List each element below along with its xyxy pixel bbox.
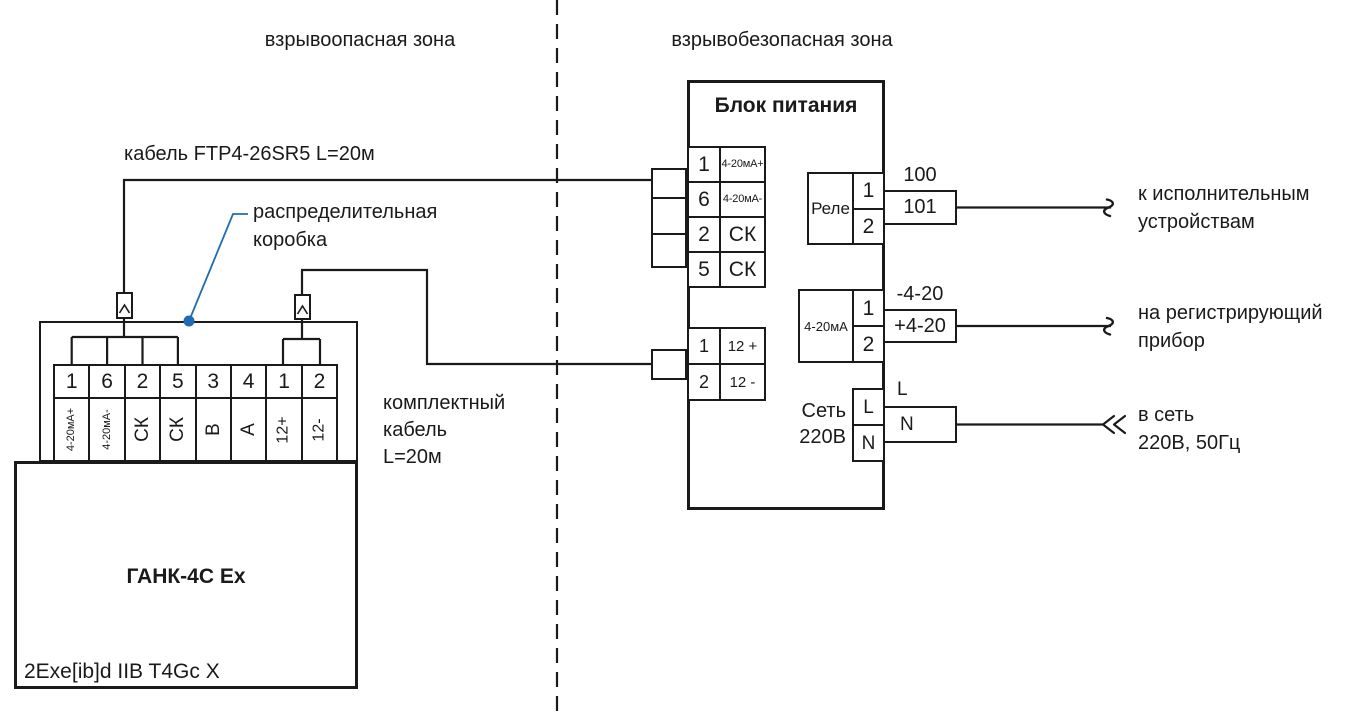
junction-point-dot	[184, 316, 195, 327]
junction-terminal-strip	[53, 364, 338, 462]
terminal-label: 4-20мА+	[55, 399, 88, 460]
terminal-label: 4-20мА-	[90, 399, 123, 460]
current-wire-tag-minus: -4-20	[896, 283, 944, 305]
annotation-actuators-line1: к исполнительным	[1138, 183, 1310, 205]
terminal-label: 12 +	[721, 329, 764, 363]
terminal-number: 6	[90, 366, 123, 397]
mains-terminal-L: L	[854, 390, 883, 424]
kit-cable-wire	[302, 270, 651, 364]
annotation-actuators	[1138, 180, 1310, 236]
power-supply-title: Блок питания	[714, 94, 858, 117]
current-output-label: 4-20мА	[800, 291, 852, 361]
mains-label	[756, 398, 846, 450]
terminal-number: 2	[689, 218, 719, 251]
cable-gland-icon	[118, 294, 131, 317]
kit-cable-label-line1: комплектный	[383, 392, 506, 414]
cable-break-icon	[1104, 318, 1113, 335]
terminal-label: В	[197, 399, 230, 460]
device-marking: 2Exe[ib]d IIB T4Gc X	[24, 660, 220, 683]
terminal-label: 12+	[267, 399, 300, 460]
cable-gland-left	[116, 292, 133, 319]
zone-label-hazardous: взрывоопасная зона	[264, 29, 456, 51]
mains-arrow-icon	[1103, 416, 1114, 433]
terminal-label: СК	[161, 399, 194, 460]
terminal-number: 6	[689, 183, 719, 216]
terminal-label: СК	[126, 399, 159, 460]
terminal-label: СК	[721, 218, 764, 251]
cable-gland-right	[294, 294, 311, 320]
leader-line	[189, 214, 248, 321]
terminal-number: 2	[303, 366, 336, 397]
annotation-recorder-line1: на регистрирующий	[1138, 302, 1323, 324]
annotation-recorder	[1138, 299, 1323, 355]
current-output-block	[798, 289, 885, 363]
terminal-number: 1	[267, 366, 300, 397]
annotation-actuators-line2: устройствам	[1138, 211, 1255, 233]
junction-box-label	[253, 198, 437, 254]
terminal-label: 12 -	[721, 365, 764, 399]
junction-fanout-right	[283, 319, 320, 365]
mains-label-line1: Сеть	[801, 400, 846, 422]
ps-signal-terminal-table	[687, 146, 766, 288]
annotation-mains-line1: в сеть	[1138, 404, 1195, 426]
cable-gland-icon	[296, 296, 309, 318]
device-title: ГАНК-4С Ex	[126, 565, 246, 588]
mains-terminal-block	[852, 388, 885, 462]
terminal-number: 1	[689, 148, 719, 181]
current-terminal-1: 1	[854, 291, 883, 325]
annotation-mains-line2: 220В, 50Гц	[1138, 432, 1241, 454]
mains-label-line2: 220В	[799, 426, 846, 448]
terminal-number: 4	[232, 366, 265, 397]
kit-cable-label	[383, 390, 505, 471]
terminal-number: 5	[161, 366, 194, 397]
terminal-label: 4-20мА+	[721, 148, 764, 181]
mains-terminal-N: N	[854, 426, 883, 460]
ps-power-terminal-table	[687, 327, 766, 401]
current-terminal-2: 2	[854, 327, 883, 361]
ftp-cable-label: кабель FTP4-26SR5 L=20м	[124, 143, 375, 165]
cable-break-icon	[1104, 200, 1113, 217]
relay-label: Реле	[809, 174, 852, 243]
junction-box-label-line1: распределительная	[253, 201, 438, 223]
annotation-recorder-line2: прибор	[1138, 330, 1205, 352]
ps-signal-connector	[651, 168, 687, 268]
terminal-label: А	[232, 399, 265, 460]
junction-fanout-left	[72, 318, 178, 365]
ps-power-connector	[651, 349, 687, 380]
terminal-label: 12-	[303, 399, 336, 460]
terminal-number: 2	[689, 365, 719, 399]
relay-wire-tag-100: 100	[903, 164, 937, 186]
junction-box-callout	[184, 214, 249, 327]
terminal-label: 4-20мА-	[721, 183, 764, 216]
relay-terminal-2: 2	[854, 210, 883, 244]
terminal-number: 2	[126, 366, 159, 397]
terminal-number: 5	[689, 253, 719, 286]
current-merge-box: +4-20	[883, 309, 957, 343]
relay-terminal-1: 1	[854, 174, 883, 208]
terminal-number: 3	[197, 366, 230, 397]
mains-wire-tag-L: L	[897, 379, 908, 400]
kit-cable-label-line3: L=20м	[383, 446, 442, 468]
mains-merge-box: N	[883, 406, 957, 443]
junction-box-label-line2: коробка	[253, 229, 328, 251]
terminal-label: СК	[721, 253, 764, 286]
mains-arrow-icon	[1114, 416, 1125, 433]
zone-label-safe: взрывобезопасная зона	[671, 29, 893, 51]
relay-merge-box: 101	[883, 190, 957, 225]
terminal-number: 1	[55, 366, 88, 397]
annotation-mains	[1138, 401, 1240, 457]
relay-block	[807, 172, 885, 245]
terminal-number: 1	[689, 329, 719, 363]
kit-cable-label-line2: кабель	[383, 419, 448, 441]
